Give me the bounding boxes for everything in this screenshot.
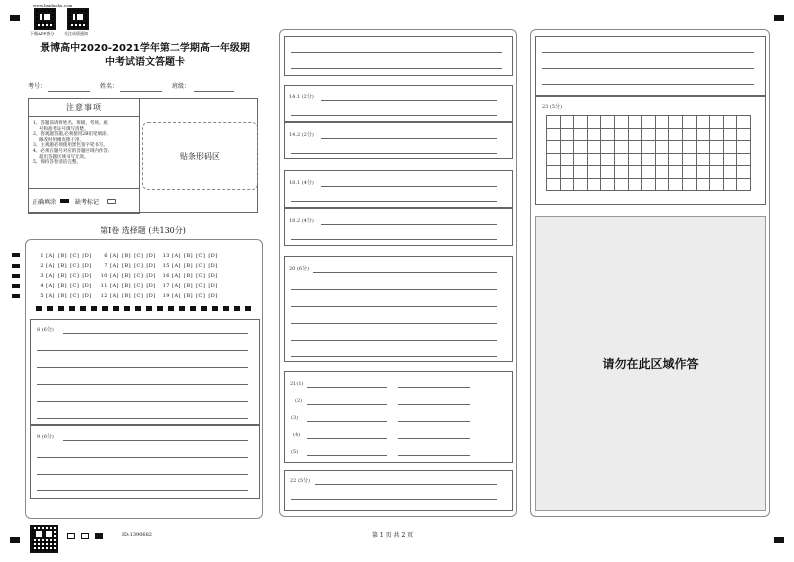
answer-line (307, 387, 387, 388)
notice-item: 超出答题区域书写无效。 (39, 154, 89, 160)
notice-item: 1、答题前请将姓名、班级、考场、座 (33, 121, 108, 126)
answer-line (307, 455, 387, 456)
answer-line (313, 272, 497, 273)
timing-mark (12, 274, 20, 278)
answer-box-q18-2[interactable] (284, 208, 513, 246)
footer-page-number: 第 1 页 共 2 页 (372, 532, 414, 539)
answer-line (542, 68, 754, 69)
absent-label: 缺考标记 (75, 198, 100, 206)
notice-item: 4、必须在题号对应的答题区域内作答, (33, 148, 110, 154)
choice-row[interactable]: 4 [A] [B] [C] [D] (40, 283, 92, 289)
answer-line (37, 418, 248, 419)
header-url: www.baidushu.com (33, 3, 73, 8)
answer-line (63, 333, 248, 334)
qr-code-follow (67, 8, 89, 30)
barcode-area (142, 122, 258, 190)
q14-1-label: 14.1 (2分) (289, 94, 314, 100)
q21-2-label: (2) (295, 398, 303, 404)
answer-line (291, 289, 497, 290)
footer-square-1 (67, 533, 75, 539)
choice-row[interactable]: 1 [A] [B] [C] [D] (40, 253, 92, 259)
q20-label: 20 (6分) (289, 266, 310, 272)
answer-line (37, 490, 248, 491)
answer-line (291, 340, 497, 341)
answer-line (63, 440, 248, 441)
footer-qr-code (30, 525, 58, 553)
choice-column-2 (100, 251, 159, 301)
footer-square-2 (81, 533, 89, 539)
q21-5-label: (5) (291, 449, 299, 455)
barcode-label: 贴条形码区 (180, 151, 220, 161)
answer-line (398, 438, 470, 439)
fill-legend-cell (28, 188, 140, 214)
answer-line (307, 421, 387, 422)
notice-item: 号和准考证号填写清楚。 (39, 126, 89, 132)
choice-row[interactable]: 2 [A] [B] [C] [D] (40, 263, 92, 269)
answer-line (321, 138, 497, 139)
answer-box-q8[interactable] (30, 319, 260, 425)
answer-line (398, 455, 470, 456)
choice-row[interactable]: 11 [A] [B] [C] [D] (100, 283, 156, 289)
answer-line (398, 387, 470, 388)
choice-row[interactable]: 10 [A] [B] [C] [D] (100, 273, 156, 279)
answer-line (291, 115, 497, 116)
no-answer-zone-label: 请勿在此区域作答 (602, 357, 699, 371)
timing-mark (12, 294, 20, 298)
q21-4-label: (4) (293, 432, 301, 438)
q23-label: 23 (5分) (542, 104, 563, 110)
notice-title-cell (28, 98, 140, 117)
answer-line (398, 404, 470, 405)
q14-2-label: 14.2 (2分) (289, 132, 314, 138)
q18-2-label: 18.2 (4分) (289, 218, 314, 224)
qr-code-app (34, 8, 56, 30)
notice-body-cell (28, 116, 140, 189)
choice-row[interactable]: 17 [A] [B] [C] [D] (162, 283, 218, 289)
exam-no-label: 考号： (28, 83, 47, 90)
notice-item: 修改时用橡皮擦干净。 (39, 137, 84, 143)
answer-box-q22[interactable] (284, 470, 513, 511)
choice-row[interactable]: 13 [A] [B] [C] [D] (162, 253, 218, 259)
choice-row[interactable]: 19 [A] [B] [C] [D] (162, 293, 218, 299)
notice-item: 5、保持答卷清洁完整。 (33, 160, 81, 166)
answer-line (291, 153, 497, 154)
answer-line (291, 239, 497, 240)
corner-mark-top-left (10, 15, 20, 21)
timing-mark (12, 264, 20, 268)
answer-line (291, 52, 502, 53)
answer-line (291, 323, 497, 324)
answer-line (321, 100, 497, 101)
timing-mark (12, 253, 20, 257)
answer-line (542, 84, 754, 85)
corner-mark-bottom-right (774, 537, 784, 543)
page-title-line1: 景博高中2020-2021学年第二学期高一年级期 (40, 43, 250, 54)
answer-line (307, 404, 387, 405)
q22-label: 22 (5分) (290, 478, 311, 484)
answer-box-q14-2[interactable] (284, 122, 513, 159)
qr-caption-follow: 关注成绩通知 (64, 31, 88, 36)
answer-line (37, 350, 248, 351)
class-label: 班级： (172, 83, 191, 90)
choice-panel (25, 239, 263, 519)
choice-column-1 (36, 251, 95, 301)
notice-item: 2、客观题答题,必须使用2B铅笔填涂, (33, 132, 108, 138)
answer-line (37, 384, 248, 385)
name-field[interactable] (120, 91, 162, 92)
section1-title: 第I卷 选择题 (共130分) (100, 226, 186, 235)
choice-row[interactable]: 7 [A] [B] [C] [D] (104, 263, 156, 269)
answer-box-q9[interactable] (30, 425, 260, 499)
qr-caption-app: 下载APP查分 (30, 31, 55, 36)
choice-row[interactable]: 15 [A] [B] [C] [D] (162, 263, 218, 269)
answer-line (307, 438, 387, 439)
answer-line (291, 201, 497, 202)
answer-line (37, 401, 248, 402)
answer-line (398, 421, 470, 422)
choice-separator-marks (36, 306, 251, 311)
answer-line (37, 367, 248, 368)
answer-box-q23[interactable] (535, 96, 766, 205)
class-field[interactable] (194, 91, 234, 92)
choice-row[interactable]: 5 [A] [B] [C] [D] (40, 293, 92, 299)
q21-1-label: 21(1) (290, 381, 304, 387)
answer-line (321, 224, 497, 225)
q8-label: 8 (6分) (37, 327, 54, 333)
choice-column-3 (162, 251, 221, 301)
q18-1-label: 18.1 (4分) (289, 180, 314, 186)
right-panel (530, 29, 770, 517)
name-label: 姓名： (100, 83, 119, 90)
answer-line (37, 457, 248, 458)
answer-box-q21[interactable] (284, 371, 513, 463)
composition-grid[interactable] (546, 115, 751, 191)
answer-line (37, 474, 248, 475)
notice-item: 3、主观题必须使用黑色签字笔书写。 (33, 143, 108, 149)
answer-box-q18-1[interactable] (284, 170, 513, 208)
answer-line (291, 306, 497, 307)
q9-label: 9 (6分) (37, 434, 54, 440)
corner-mark-bottom-left (10, 537, 20, 543)
notice-box (28, 98, 258, 213)
choice-row[interactable]: 3 [A] [B] [C] [D] (40, 273, 92, 279)
q21-3-label: (3) (291, 415, 299, 421)
answer-box-continued-right[interactable] (535, 36, 766, 96)
answer-line (542, 52, 754, 53)
notice-title: 注意事项 (66, 103, 102, 112)
page-title-line2: 中考试语文答题卡 (105, 57, 185, 68)
answer-line (291, 356, 497, 357)
corner-mark-top-right (774, 15, 784, 21)
absent-checkbox[interactable] (107, 199, 116, 204)
answer-line (315, 484, 497, 485)
correct-fill-sample (60, 199, 69, 203)
answer-box-q14-1[interactable] (284, 85, 513, 122)
correct-fill-label: 正确填涂 (32, 198, 57, 206)
answer-line (291, 499, 497, 500)
timing-mark (12, 284, 20, 288)
answer-line (321, 186, 497, 187)
choice-row[interactable]: 16 [A] [B] [C] [D] (162, 273, 218, 279)
exam-no-field[interactable] (48, 91, 90, 92)
middle-panel (279, 29, 517, 517)
no-answer-zone (535, 216, 766, 511)
answer-box-continued-top[interactable] (284, 36, 513, 76)
footer-id: ID:1390682 (122, 532, 152, 538)
answer-box-q20[interactable] (284, 256, 513, 362)
answer-line (291, 68, 502, 69)
choice-row[interactable]: 6 [A] [B] [C] [D] (104, 253, 156, 259)
footer-square-3 (95, 533, 103, 539)
choice-row[interactable]: 12 [A] [B] [C] [D] (100, 293, 156, 299)
